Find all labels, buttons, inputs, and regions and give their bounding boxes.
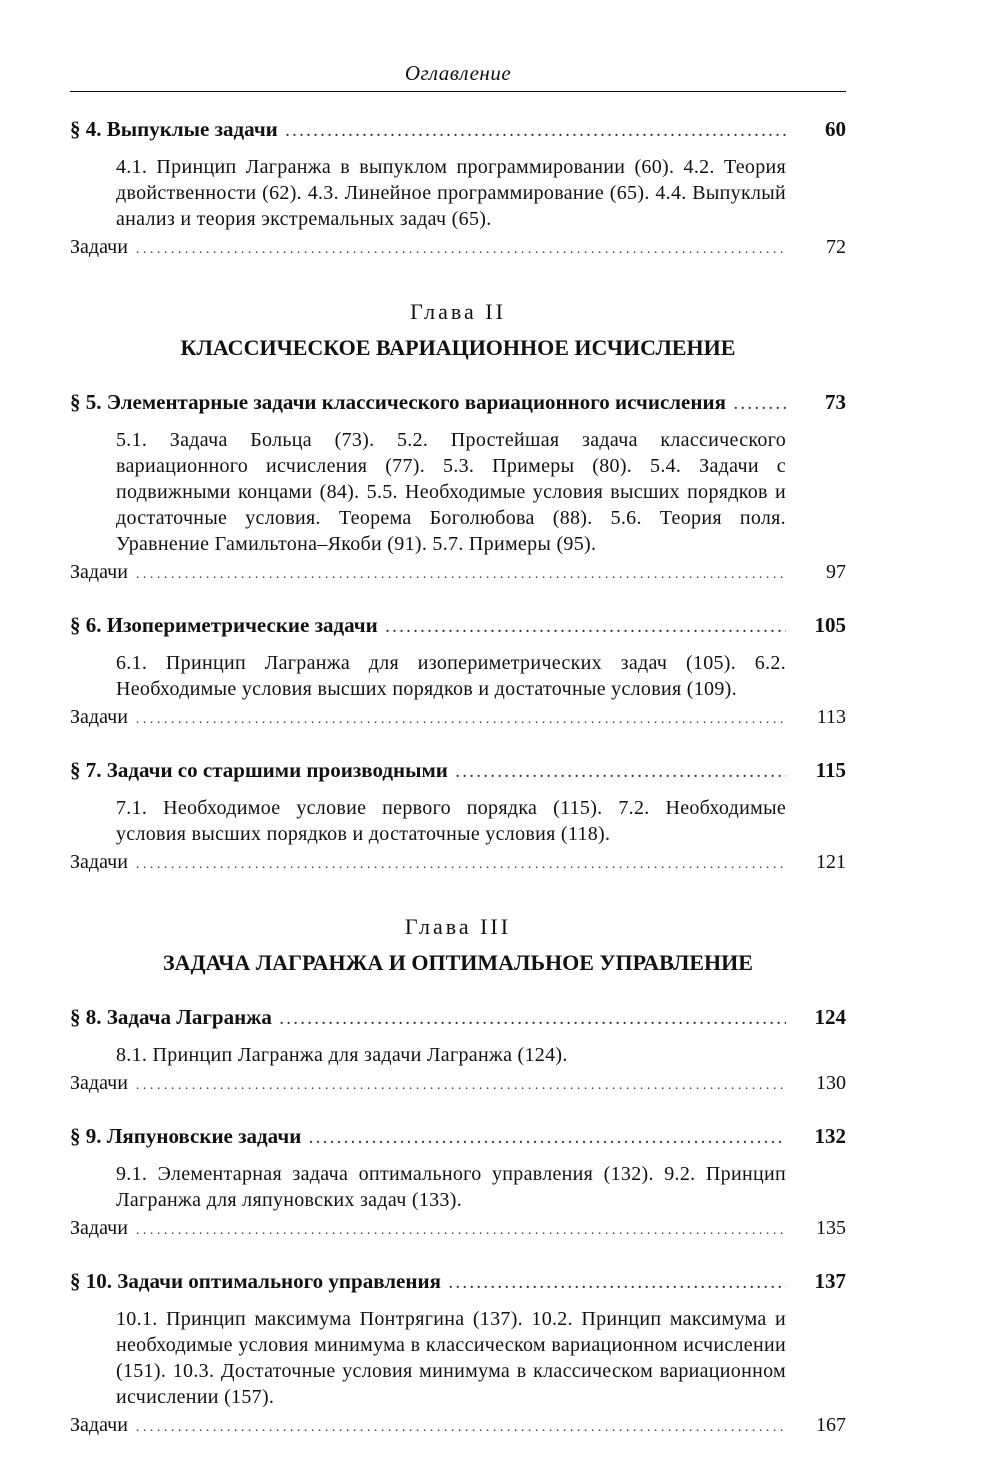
dot-leader	[136, 1073, 786, 1099]
page-number: 113	[816, 706, 846, 728]
section-title: § 4. Выпуклые задачи	[70, 117, 278, 141]
dot-leader	[136, 1218, 786, 1244]
toc-page	[70, 58, 846, 1441]
dot-leader	[386, 614, 786, 644]
page-number: 135	[816, 1217, 846, 1239]
page-number: 167	[816, 1414, 846, 1436]
page-number: 124	[814, 1005, 846, 1029]
dot-leader	[136, 1415, 786, 1441]
subsection-list: 8.1. Принцип Лагранжа для задачи Лагранжа (124).	[116, 1044, 568, 1066]
dot-leader	[136, 852, 786, 878]
page-number: 72	[826, 236, 846, 258]
chapter-3-header	[70, 912, 846, 980]
section-4	[70, 114, 846, 263]
section-5	[70, 387, 846, 588]
chapter-label: Глава II	[410, 299, 506, 324]
dot-leader	[734, 391, 786, 421]
chapter-2-header	[70, 297, 846, 365]
tasks-entry[interactable]	[70, 559, 846, 588]
subsection-list: 4.1. Принцип Лагранжа в выпуклом программировании (60). 4.2. Теория двойственности (62). 4.3. Линейное программирование (65). 4.4. Выпуклый анализ и теория экстремальных задач (65).	[116, 156, 786, 230]
section-heading[interactable]	[70, 1266, 846, 1300]
tasks-label: Задачи	[70, 706, 128, 728]
section-6	[70, 610, 846, 733]
dot-leader	[456, 759, 786, 789]
section-title: § 10. Задачи оптимального управления	[70, 1269, 441, 1293]
tasks-label: Задачи	[70, 851, 128, 873]
page-number: 60	[825, 117, 846, 141]
page-number: 73	[825, 390, 846, 414]
section-title: § 5. Элементарные задачи классического вариационного исчисления	[70, 390, 726, 414]
page-number: 137	[814, 1269, 846, 1293]
tasks-label: Задачи	[70, 561, 128, 583]
section-heading[interactable]	[70, 755, 846, 789]
page-number: 97	[826, 561, 846, 583]
section-heading[interactable]	[70, 610, 846, 644]
tasks-entry[interactable]	[70, 1215, 846, 1244]
chapter-title: КЛАССИЧЕСКОЕ ВАРИАЦИОННОЕ ИСЧИСЛЕНИЕ	[180, 335, 736, 360]
chapter-title: ЗАДАЧА ЛАГРАНЖА И ОПТИМАЛЬНОЕ УПРАВЛЕНИЕ	[163, 950, 753, 975]
page-number: 105	[814, 613, 846, 637]
chapter-label: Глава III	[404, 914, 512, 939]
section-heading[interactable]	[70, 114, 846, 148]
page-number: 132	[814, 1124, 846, 1148]
dot-leader	[136, 562, 786, 588]
tasks-entry[interactable]	[70, 1412, 846, 1441]
page-number: 130	[816, 1072, 846, 1094]
section-title: § 7. Задачи со старшими производными	[70, 758, 448, 782]
subsection-list: 5.1. Задача Больца (73). 5.2. Простейшая задача классического вариационного исчисления (77). 5.3. Примеры (80). 5.4. Задачи с подвижными концами (84). 5.5. Необходимые условия высших порядков и достаточные условия. Теорема Боголюбова (88). 5.6. Теория поля. Уравнение Гамильтона–Якоби (91). 5.7. Примеры (95).	[116, 429, 786, 555]
section-title: § 6. Изопериметрические задачи	[70, 613, 378, 637]
section-heading[interactable]	[70, 387, 846, 421]
dot-leader	[286, 118, 786, 148]
section-title: § 8. Задача Лагранжа	[70, 1005, 272, 1029]
page-number: 115	[815, 758, 846, 782]
section-heading[interactable]	[70, 1002, 846, 1036]
tasks-label: Задачи	[70, 1217, 128, 1239]
subsection-list: 10.1. Принцип максимума Понтрягина (137). 10.2. Принцип максимума и необходимые условия минимума в классическом вариационном исчислении (151). 10.3. Достаточные условия минимума в классическом вариационном исчислении (157).	[116, 1308, 786, 1408]
dot-leader	[280, 1006, 786, 1036]
subsection-list: 9.1. Элементарная задача оптимального управления (132). 9.2. Принцип Лагранжа для ляпуновских задач (133).	[116, 1163, 786, 1211]
subsection-list: 6.1. Принцип Лагранжа для изопериметрических задач (105). 6.2. Необходимые условия высших порядков и достаточные условия (109).	[116, 652, 786, 700]
section-heading[interactable]	[70, 1121, 846, 1155]
tasks-entry[interactable]	[70, 1070, 846, 1099]
tasks-entry[interactable]	[70, 234, 846, 263]
section-7	[70, 755, 846, 878]
subsection-list: 7.1. Необходимое условие первого порядка (115). 7.2. Необходимые условия высших порядков и достаточные условия (118).	[116, 797, 786, 845]
dot-leader	[309, 1125, 786, 1155]
running-head: Оглавление	[70, 58, 846, 92]
dot-leader	[136, 237, 786, 263]
dot-leader	[449, 1270, 786, 1300]
section-10	[70, 1266, 846, 1441]
section-8	[70, 1002, 846, 1099]
tasks-entry[interactable]	[70, 704, 846, 733]
section-9	[70, 1121, 846, 1244]
page-number: 121	[816, 851, 846, 873]
dot-leader	[136, 707, 786, 733]
tasks-label: Задачи	[70, 236, 128, 258]
tasks-label: Задачи	[70, 1072, 128, 1094]
section-title: § 9. Ляпуновские задачи	[70, 1124, 302, 1148]
tasks-label: Задачи	[70, 1414, 128, 1436]
tasks-entry[interactable]	[70, 849, 846, 878]
